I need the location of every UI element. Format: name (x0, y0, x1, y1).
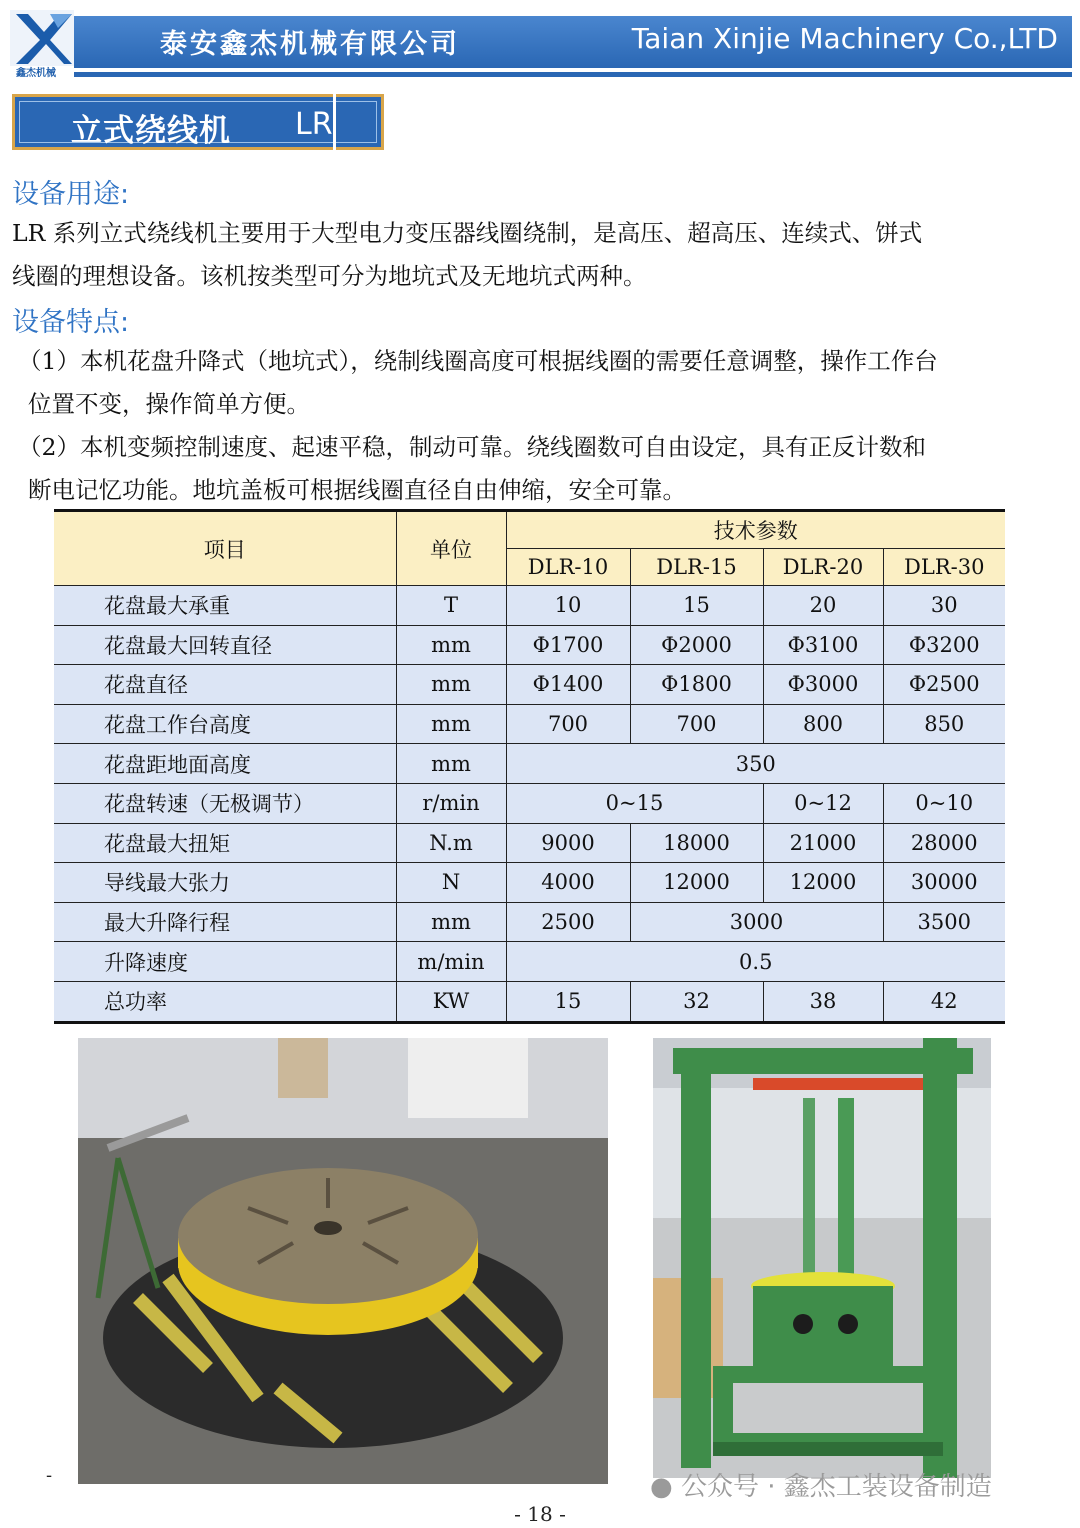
logo-text: 鑫杰机械 (16, 68, 56, 79)
header-params: 技术参数 (506, 511, 1005, 549)
row-value: 0~15 (506, 783, 763, 823)
winding-machine-photo (653, 1038, 991, 1478)
company-name-en: Taian Xinjie Machinery Co.,LTD (631, 22, 1058, 55)
table-row (54, 586, 1005, 626)
row-value: Φ1700 (506, 625, 630, 665)
row-value: Φ2500 (883, 665, 1005, 705)
row-unit: r/min (396, 783, 506, 823)
table-row (54, 625, 1005, 665)
feature-line-4: 断电记忆功能。地坑盖板可根据线圈直径自由伸缩，安全可靠。 (28, 476, 686, 504)
header-item: 项目 (54, 511, 396, 586)
product-name: 立式绕线机 (71, 113, 231, 149)
row-value: 15 (506, 981, 630, 1022)
row-value: 800 (763, 704, 883, 744)
title-separator (333, 91, 336, 153)
row-unit: mm (396, 704, 506, 744)
row-value: 9000 (506, 823, 630, 863)
row-value: 2500 (506, 902, 630, 942)
row-unit: N (396, 863, 506, 903)
header-model: DLR-10 (506, 549, 630, 586)
row-value: 32 (630, 981, 763, 1022)
row-value: Φ3000 (763, 665, 883, 705)
row-label: 花盘最大回转直径 (54, 625, 396, 665)
header-unit: 单位 (396, 511, 506, 586)
row-value: Φ2000 (630, 625, 763, 665)
row-unit: m/min (396, 942, 506, 982)
row-value: 700 (506, 704, 630, 744)
footer-dash: - (46, 1465, 53, 1486)
header-underline (74, 72, 1072, 77)
row-value: 42 (883, 981, 1005, 1022)
row-value: 0.5 (506, 942, 1005, 982)
feature-line-1: （1）本机花盘升降式（地坑式），绕制线圈高度可根据线圈的需要任意调整，操作工作台 (18, 347, 938, 375)
usage-line-2: 线圈的理想设备。该机按类型可分为地坑式及无地坑式两种。 (12, 262, 647, 290)
header-model: DLR-30 (883, 549, 1005, 586)
row-label: 导线最大张力 (54, 863, 396, 903)
row-label: 花盘最大承重 (54, 586, 396, 626)
row-value: 850 (883, 704, 1005, 744)
watermark-text: 公众号 · 鑫杰工装设备制造 (680, 1472, 992, 1502)
row-unit: mm (396, 625, 506, 665)
usage-line-1: LR 系列立式绕线机主要用于大型电力变压器线圈绕制，是高压、超高压、连续式、饼式 (12, 219, 923, 247)
row-label: 花盘最大扭矩 (54, 823, 396, 863)
row-unit: mm (396, 744, 506, 784)
table-row (54, 981, 1005, 1022)
row-value: 700 (630, 704, 763, 744)
row-value: 12000 (630, 863, 763, 903)
header-model: DLR-20 (763, 549, 883, 586)
turntable-photo (78, 1038, 608, 1484)
wechat-icon: ● (650, 1472, 673, 1502)
feature-line-3: （2）本机变频控制速度、起速平稳，制动可靠。绕线圈数可自由设定，具有正反计数和 (18, 433, 926, 461)
row-value: 21000 (763, 823, 883, 863)
row-value: 30 (883, 586, 1005, 626)
row-value: 30000 (883, 863, 1005, 903)
row-value: 20 (763, 586, 883, 626)
row-value: 10 (506, 586, 630, 626)
page-number: - 18 - (514, 1502, 566, 1526)
row-value: 12000 (763, 863, 883, 903)
table-row (54, 942, 1005, 982)
header-model: DLR-15 (630, 549, 763, 586)
row-value: 18000 (630, 823, 763, 863)
row-value: 0~10 (883, 783, 1005, 823)
row-value: 28000 (883, 823, 1005, 863)
row-value: 15 (630, 586, 763, 626)
row-value: Φ1400 (506, 665, 630, 705)
product-model: LR (295, 107, 333, 142)
row-label: 花盘距地面高度 (54, 744, 396, 784)
row-value: 3500 (883, 902, 1005, 942)
row-unit: T (396, 586, 506, 626)
row-label: 花盘工作台高度 (54, 704, 396, 744)
row-unit: KW (396, 981, 506, 1022)
watermark (650, 1466, 992, 1503)
row-value: Φ3100 (763, 625, 883, 665)
page-header (10, 10, 1072, 79)
row-value: 350 (506, 744, 1005, 784)
row-label: 花盘转速（无极调节） (54, 783, 396, 823)
feature-line-2: 位置不变，操作简单方便。 (28, 390, 310, 418)
row-value: 0~12 (763, 783, 883, 823)
table-row (54, 902, 1005, 942)
row-unit: mm (396, 665, 506, 705)
company-logo (10, 10, 74, 79)
row-label: 花盘直径 (54, 665, 396, 705)
row-unit: N.m (396, 823, 506, 863)
row-label: 最大升降行程 (54, 902, 396, 942)
table-row (54, 863, 1005, 903)
spec-table (54, 509, 1005, 1024)
company-name-cn: 泰安鑫杰机械有限公司 (160, 29, 460, 60)
table-row (54, 783, 1005, 823)
row-label: 总功率 (54, 981, 396, 1022)
row-label: 升降速度 (54, 942, 396, 982)
row-value: Φ1800 (630, 665, 763, 705)
table-row (54, 823, 1005, 863)
row-value: 38 (763, 981, 883, 1022)
features-heading: 设备特点: (12, 307, 130, 338)
usage-heading: 设备用途: (12, 179, 130, 210)
table-row (54, 665, 1005, 705)
product-title-box (12, 94, 384, 150)
table-row (54, 744, 1005, 784)
row-value: 3000 (630, 902, 883, 942)
table-row (54, 704, 1005, 744)
row-unit: mm (396, 902, 506, 942)
row-value: 4000 (506, 863, 630, 903)
row-value: Φ3200 (883, 625, 1005, 665)
